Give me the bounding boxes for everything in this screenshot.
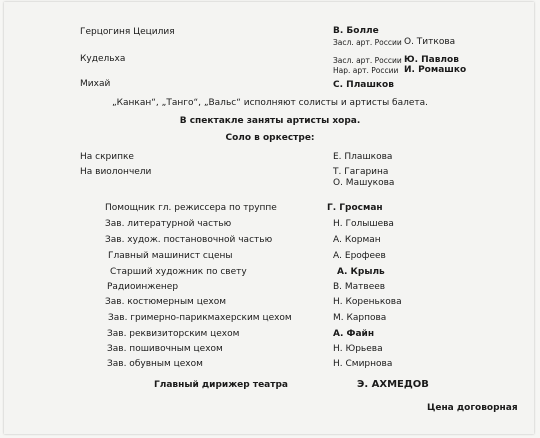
staff-name: Н. Голышева bbox=[333, 219, 394, 229]
cast-actor-name: С. Плашков bbox=[333, 80, 394, 90]
staff-position: Зав. костюмерным цехом bbox=[105, 297, 226, 307]
conductor-label: Главный дирижер театра bbox=[154, 380, 288, 390]
staff-position: Зав. реквизиторским цехом bbox=[107, 329, 240, 339]
cast-actor-title: Нар. арт. России bbox=[333, 66, 399, 75]
staff-position: Радиоинженер bbox=[107, 282, 179, 292]
cast-actor-title: Засл. арт. России bbox=[333, 56, 402, 65]
staff-name: Г. Гросман bbox=[327, 203, 383, 213]
solo-instrument: На виолончели bbox=[80, 167, 152, 177]
solo-name: Т. Гагарина bbox=[333, 167, 389, 177]
solo-name: Е. Плашкова bbox=[333, 152, 393, 162]
cast-actor-name: И. Ромашко bbox=[404, 65, 467, 75]
choir-note: В спектакле заняты артисты хора. bbox=[179, 116, 361, 126]
staff-name: А. Файн bbox=[333, 329, 375, 339]
staff-position: Зав. пошивочным цехом bbox=[107, 344, 223, 354]
cast-actor-title: Засл. арт. России bbox=[333, 38, 402, 47]
solo-name: О. Машукова bbox=[333, 178, 395, 188]
staff-position: Зав. обувным цехом bbox=[107, 359, 203, 369]
cast-actor-name: Ю. Павлов bbox=[404, 55, 459, 65]
staff-position: Зав. литературной частью bbox=[105, 219, 232, 229]
staff-name: А. Ерофеев bbox=[333, 251, 386, 261]
cast-actor-name: О. Титкова bbox=[404, 37, 456, 47]
staff-name: А. Корман bbox=[333, 235, 381, 245]
staff-name: Н. Коренькова bbox=[333, 297, 402, 307]
conductor-name: Э. АХМЕДОВ bbox=[357, 379, 429, 390]
cast-role: Михай bbox=[80, 79, 111, 89]
staff-name: Н. Смирнова bbox=[333, 359, 393, 369]
staff-name: В. Матвеев bbox=[333, 282, 386, 292]
dances-note: „Канкан“, „Танго“, „Вальс“ исполняют солисты и артисты балета. bbox=[111, 98, 429, 108]
cast-role: Кудельха bbox=[80, 54, 126, 64]
solo-heading: Соло в оркестре: bbox=[225, 133, 315, 143]
staff-position: Зав. худож. постановочной частью bbox=[105, 235, 273, 245]
staff-name: М. Карпова bbox=[333, 313, 387, 323]
cast-actor-name: В. Болле bbox=[333, 26, 379, 36]
staff-position: Зав. гримерно-парикмахерским цехом bbox=[108, 313, 292, 323]
staff-position: Старший художник по свету bbox=[110, 267, 247, 277]
staff-name: А. Крыль bbox=[337, 267, 385, 277]
solo-instrument: На скрипке bbox=[80, 152, 134, 162]
staff-name: Н. Юрьева bbox=[333, 344, 383, 354]
cast-role: Герцогиня Цецилия bbox=[80, 27, 175, 37]
price-note: Цена договорная bbox=[427, 403, 518, 413]
staff-position: Помощник гл. режиссера по труппе bbox=[105, 203, 277, 213]
staff-position: Главный машинист сцены bbox=[108, 251, 233, 261]
